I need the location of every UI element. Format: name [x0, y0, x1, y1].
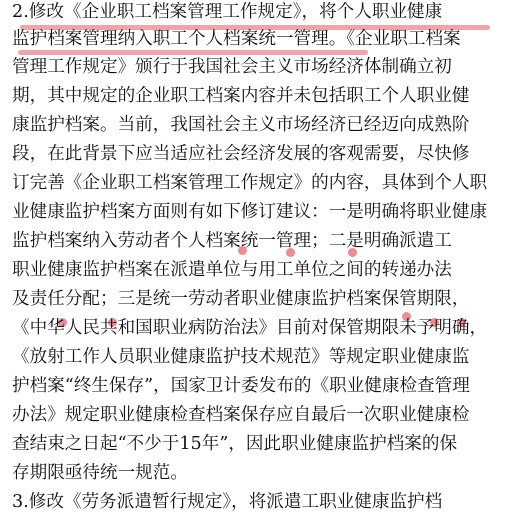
text-line: 查结束之日起“不少于15年”，因此职业健康监护档案的保	[12, 434, 458, 454]
text-line: 职业健康监护档案在派遣单位与用工单位之间的转递办法	[12, 260, 452, 280]
text-line: 监护档案纳入劳动者个人档案统一管理；二是明确派遣工	[12, 231, 452, 251]
text-line: 管理工作规定》颁行于我国社会主义市场经济体制确立初	[12, 57, 452, 77]
text-line: 业健康监护档案方面则有如下修订建议：一是明确将职业健康	[12, 202, 488, 222]
text-line: 办法》规定职业健康检查档案保存应自最后一次职业健康检	[12, 405, 470, 425]
text-line: 2.修改《企业职工档案管理工作规定》，将个人职业健康	[12, 2, 443, 22]
text-line: 3.修改《劳务派遣暂行规定》，将派遣工职业健康监护档	[12, 492, 443, 512]
text-line: 《放射工作人员职业健康监护技术规范》等规定职业健康监	[12, 347, 470, 367]
text-line: 订完善《企业职工档案管理工作规定》的内容，具体到个人职	[12, 173, 488, 193]
text-line: 监护档案管理纳入职工个人档案统一管理。《企业职工档案	[12, 29, 461, 49]
text-line: 存期限亟待统一规范。	[12, 463, 188, 483]
text-line: 段，在此背景下应当适应社会经济发展的客观需要，尽快修	[12, 144, 470, 164]
text-line: 期，其中规定的企业职工档案内容并未包括职工个人职业健	[12, 86, 470, 106]
text-line: 及责任分配；三是统一劳动者职业健康监护档案保管期限，	[12, 289, 470, 309]
text-line: 《中华人民共和国职业病防治法》目前对保管期限未予明确，	[12, 318, 488, 338]
text-line: 康监护档案。当前，我国社会主义市场经济已经迈向成熟阶	[12, 115, 470, 135]
text-line: 护档案“终生保存”，国家卫计委发布的《职业健康检查管理	[12, 376, 470, 396]
